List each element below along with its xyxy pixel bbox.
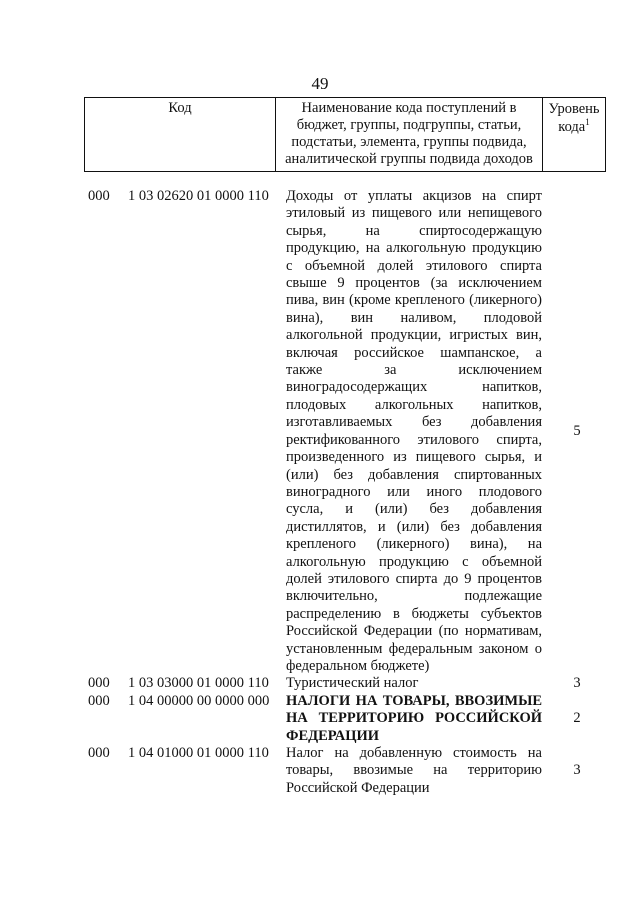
admin-code: 000 (88, 675, 110, 692)
page-number: 49 (311, 74, 329, 93)
income-code: 1 03 02620 01 0000 110 (128, 188, 269, 204)
table-header (84, 97, 606, 172)
code-level-value: 3 (573, 675, 581, 692)
income-name: Туристический налог (286, 675, 419, 692)
income-code: 1 04 00000 00 0000 000 (128, 692, 270, 709)
income-code: 1 03 03000 01 0000 110 (128, 675, 269, 692)
income-name: НАЛОГИ НА ТОВАРЫ, ВВОЗИМЫЕ НА ТЕРРИТОРИЮ РОССИЙСКОЙ ФЕДЕРАЦИИ (286, 692, 542, 744)
income-name: Доходы от уплаты акцизов на спирт этиловый из пищевого или непищевого сырья, на спиртосодержащую продукцию, на алкогольную продукцию с объемной долей этилового спирта свыше 9 процентов (за исключением пива, вин (кроме крепленого (ликерного) вина), вин наливом, плодовой алкогольной продукции, игристых вин, включая российское шампанское, а также за исключением виноградосодержащих напитков, плодовых алкогольных напитков, изготавливаемых без добавления ректификованного этилового спирта, произведенного из пищевого сырья, и (или) без добавления спиртованных виноградного или иного плодового сусла, и (или) без добавления дистиллятов, и (или) без добавления крепленого (ликерного) вина), на алкогольную продукцию с объемной долей этилового спирта до 9 процентов включительно, подлежащие распределению в бюджеты субъектов Российской Федерации (по нормативам, установленным федеральным законом о федеральном бюджете) (286, 188, 542, 674)
code-level-value: 2 (573, 709, 581, 726)
code-level (542, 188, 612, 675)
table-row (84, 745, 612, 797)
header-level (543, 98, 606, 172)
table-row (84, 188, 612, 675)
code-level-value: 3 (573, 762, 581, 778)
table-row (84, 675, 612, 692)
table-body (84, 188, 612, 797)
admin-code: 000 (88, 692, 110, 709)
code-level (542, 693, 612, 745)
header-name: Наименование кода поступлений в бюджет, группы, подгруппы, статьи, подстатьи, элемента, группы подвида, аналитической группы подвида доходов (276, 98, 543, 172)
code-level (542, 675, 612, 692)
admin-code: 000 (88, 188, 110, 204)
code-level-value: 5 (573, 422, 581, 439)
income-name: Налог на добавленную стоимость на товары, ввозимые на территорию Российской Федерации (286, 745, 542, 796)
footnote-marker: 1 (585, 117, 590, 128)
income-code: 1 04 01000 01 0000 110 (128, 745, 269, 761)
table-row (84, 693, 612, 745)
header-code: Код (85, 98, 276, 172)
admin-code: 000 (88, 745, 110, 761)
code-level (542, 745, 612, 797)
header-level-label: Уровень кода (548, 101, 600, 135)
